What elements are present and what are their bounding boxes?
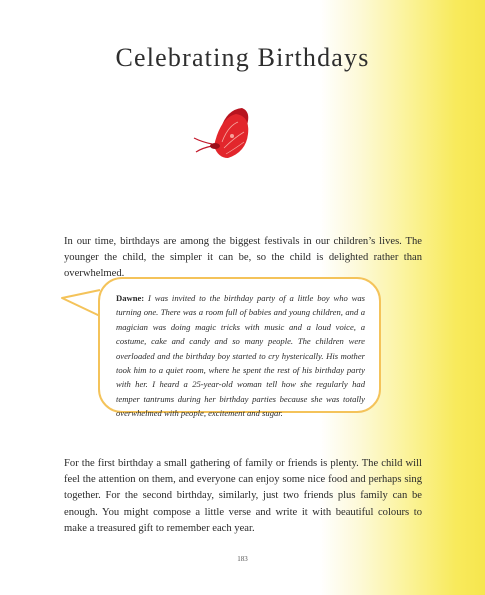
quote-bubble — [98, 277, 381, 419]
page-number: 183 — [237, 555, 248, 563]
quote — [116, 291, 365, 421]
body-paragraph: For the first birthday a small gathering of family or friends is plenty. The child will feel the attention on them, and everyone can enjoy some nice food and perhaps sing together. For the second birthday, similarly, just two friends plus family can be enough. You might compose a little verse and write it with beautiful colours to make a treasured gift to remember each year. — [64, 458, 422, 534]
intro-paragraph: In our time, birthdays are among the biggest festivals in our children’s lives. The younger the child, the simpler it can be, so the child is delighted rather than overwhelmed. — [64, 236, 422, 279]
quote-speaker: Dawne: — [116, 293, 145, 303]
quote-text: I was invited to the birthday party of a little boy who was turning one. There was a room full of babies and young children, and a magician was doing magic tricks with music and a loud voice, a costume, cake and candy and so many people. The children were overloaded and the birthday boy started to cry hysterically. His mother took him to a quiet room, where he spent the rest of his birthday party with her. I heard a 25-year-old woman tell how she regularly had temper tantrums during her birthday parties because she was totally overwhelmed with people, excitement and sugar. — [116, 293, 365, 419]
page-title: Celebrating Birthdays — [115, 43, 370, 72]
butterfly-icon — [192, 102, 256, 164]
